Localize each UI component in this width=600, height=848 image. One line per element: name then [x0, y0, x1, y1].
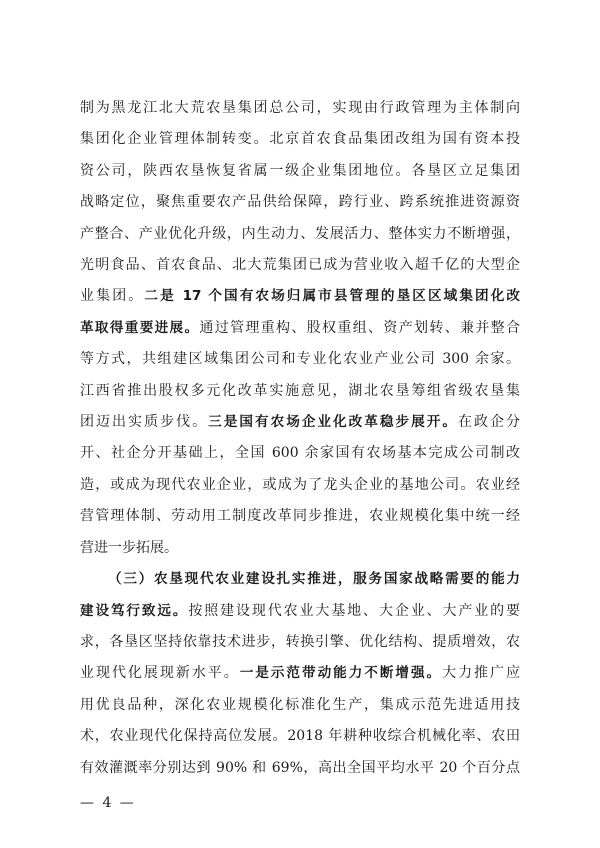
text-line	[80, 564, 520, 595]
bold-heading-point-three: 三是国有农场企业化改革稳步展开。	[208, 414, 458, 431]
body-text	[80, 93, 520, 784]
text-line: 等方式，共组建区域集团公司和专业化农业产业公司 300 余家。	[80, 351, 520, 368]
text-line: 产整合、产业优化升级，内生动力、发展活力、整体实力不断增强，	[80, 225, 520, 242]
section-heading-three-cont: 建设笃行致远。	[80, 602, 189, 619]
bold-heading-point-two-cont: 革取得重要进展。	[80, 319, 200, 336]
paragraph-1	[80, 93, 520, 564]
text-line: 建设笃行致远。按照建设现代农业大基地、大企业、大产业的要	[80, 602, 520, 619]
text-line: 光明食品、首农食品、北大荒集团已成为营业收入超千亿的大型企	[80, 257, 520, 274]
text-line: 营管理体制、劳动用工制度改革同步推进，农业规模化集中统一经	[80, 508, 520, 525]
text-line: 业集团。二是 17 个国有农场归属市县管理的垦区区域集团化改	[80, 288, 520, 305]
text-line: 营进一步拓展。	[80, 539, 178, 556]
text-line: 造，或成为现代农业企业，或成为了龙头企业的基地公司。农业经	[80, 476, 520, 493]
text-line: 求，各垦区坚持依靠技术进步，转换引擎、优化结构、提质增效，农	[80, 633, 520, 650]
text-line: 开、社企分开基础上，全国 600 余家国有农场基本完成公司制改	[80, 445, 520, 462]
text-line: 团迈出实质步伐。三是国有农场企业化改革稳步展开。在政企分	[80, 414, 520, 431]
page-number: — 4 —	[80, 795, 136, 811]
bold-heading-point-one: 一是示范带动能力不断增强。	[239, 665, 443, 682]
text-line: 术，农业现代化保持高位发展。2018 年耕种收综合机械化率、农田	[80, 728, 520, 745]
bold-heading-point-two: 二是 17 个国有农场归属市县管理的垦区区域集团化改	[144, 288, 520, 305]
paragraph-2	[80, 564, 520, 784]
text-line: 江西省推出股权多元化改革实施意见，湖北农垦筹组省级农垦集	[80, 382, 520, 399]
text-line: 资公司，陕西农垦恢复省属一级企业集团地位。各垦区立足集团	[80, 162, 520, 179]
section-heading-three: （三）农垦现代农业建设扎实推进，服务国家战略需要的能力	[108, 571, 520, 588]
text-line: 业现代化展现新水平。一是示范带动能力不断增强。大力推广应	[80, 665, 520, 682]
text-line: 革取得重要进展。通过管理重构、股权重组、资产划转、兼并整合	[80, 319, 520, 336]
text-line: 用优良品种，深化农业规模化标准化生产，集成示范先进适用技	[80, 696, 520, 713]
text-line: 制为黑龙江北大荒农垦集团总公司，实现由行政管理为主体制向	[80, 100, 520, 116]
text-line: 有效灌溉率分别达到 90% 和 69%，高出全国平均水平 20 个百分点	[80, 759, 520, 776]
text-line: 战略定位，聚焦重要农产品供给保障，跨行业、跨系统推进资源资	[80, 194, 520, 211]
text-line: 集团化企业管理体制转变。北京首农食品集团改组为国有资本投	[80, 131, 520, 148]
